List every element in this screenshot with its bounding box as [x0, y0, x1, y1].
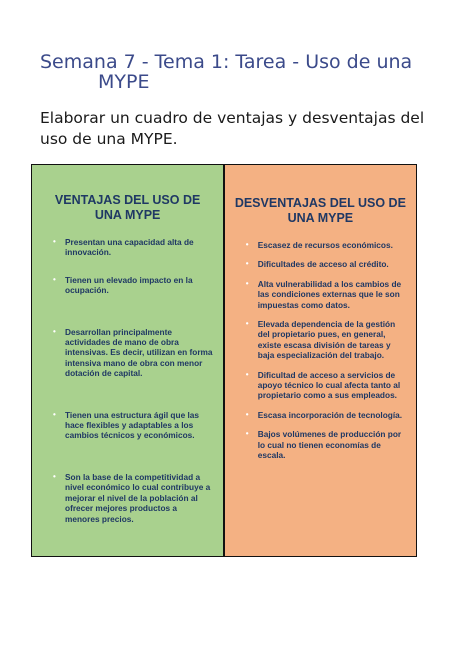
item-text: Bajos volúmenes de producción por lo cual no tienen economías de escala. [257, 429, 402, 461]
bullet-icon: • [245, 409, 249, 419]
item-text: Son la base de la competitividad a nivel económico lo cual contribuye a mejorar el nivel de la población al ofrecer mejores productos a menores precios. [65, 471, 211, 524]
bullet-icon: • [245, 369, 249, 379]
document-title [40, 52, 440, 92]
item-text: Escasa incorporación de tecnología. [257, 409, 403, 420]
list-item [42, 410, 213, 441]
item-text: Alta vulnerabilidad a los cambios de las condiciones externas que le son impuestas como datos. [257, 278, 402, 310]
disadvantages-header: DESVENTAJAS DEL USO DE UNA MYPE [234, 196, 406, 225]
bullet-icon: • [53, 237, 56, 246]
document-title-line1: Semana 7 - Tema 1: Tarea - Uso de una [40, 51, 413, 73]
item-text: Dificultad de acceso a servicios de apoyo técnico lo cual afecta tanto al propietario como a sus empleados. [257, 369, 401, 401]
bullet-icon: • [245, 278, 249, 288]
list-item [235, 319, 406, 361]
advantages-list [42, 237, 213, 524]
bullet-icon: • [53, 409, 56, 419]
item-text: Escasez de recursos económicos. [257, 240, 393, 250]
bullet-icon: • [53, 274, 56, 284]
list-item [42, 237, 213, 258]
list-item [42, 275, 213, 296]
bullet-icon: • [245, 259, 249, 269]
list-item [235, 259, 406, 269]
bullet-icon: • [245, 240, 249, 249]
disadvantages-column [225, 165, 416, 556]
bullet-icon: • [53, 471, 56, 481]
list-item [235, 240, 406, 250]
bullet-icon: • [245, 319, 249, 329]
list-item [235, 279, 406, 310]
list-item [42, 327, 213, 379]
list-item [42, 472, 213, 524]
comparison-table [31, 164, 417, 557]
advantages-column [32, 165, 223, 556]
task-instruction: Elaborar un cuadro de ventajas y desventajas del uso de una MYPE. [40, 109, 425, 148]
item-text: Tienen un elevado impacto en la ocupación. [65, 274, 193, 296]
item-text: Dificultades de acceso al crédito. [257, 259, 389, 270]
item-text: Tienen una estructura ágil que las hace flexibles y adaptables a los cambios técnicos y económicos. [65, 409, 200, 441]
list-item [235, 429, 406, 460]
list-item [235, 370, 406, 401]
item-text: Presentan una capacidad alta de innovación. [65, 237, 194, 258]
document-title-line2: MYPE [98, 71, 150, 93]
item-text: Desarrollan principalmente actividades de mano de obra intensivas. Es decir, utilizan en forma intensiva mano de obra con menor dotación de capital. [65, 326, 213, 379]
list-item [235, 410, 406, 420]
disadvantages-list [235, 240, 406, 461]
bullet-icon: • [245, 429, 249, 439]
bullet-icon: • [53, 326, 56, 336]
item-text: Elevada dependencia de la gestión del propietario pues, en general, existe escasa división de tareas y baja especialización del trabajo. [257, 319, 396, 361]
advantages-header: VENTAJAS DEL USO DE UNA MYPE [54, 193, 201, 222]
